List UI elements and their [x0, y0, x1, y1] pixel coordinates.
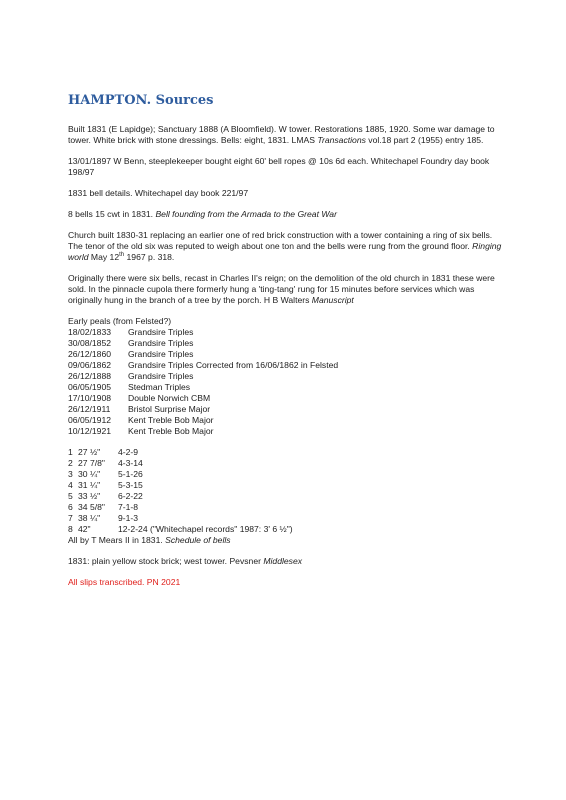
paragraph-text: 1967 p. 318. — [124, 252, 175, 262]
transcription-note: All slips transcribed. PN 2021 — [68, 577, 181, 587]
peal-row — [68, 349, 508, 360]
bell-weight: 7-1-8 — [118, 502, 139, 512]
bell-row — [68, 524, 508, 535]
peal-date: 10/12/1921 — [68, 426, 112, 436]
bell-weight: 6-2-22 — [118, 491, 143, 501]
paragraph-pevsner — [68, 556, 508, 567]
early-peals-list — [68, 316, 508, 437]
peal-date: 09/06/1862 — [68, 360, 112, 370]
peal-method: Grandsire Triples Corrected from 16/06/1862 in Felsted — [128, 360, 339, 370]
bell-diameter: 42" — [78, 524, 91, 534]
source-title: Transactions — [317, 135, 366, 145]
paragraph-text: 8 bells 15 cwt in 1831. — [68, 209, 156, 219]
paragraph-text: Church built 1830-31 replacing an earlier one of red brick construction with a tower containing a ring of six bells. The tenor of the old six was reputed to weigh about one ton and the bells were rung from the ground floor. — [68, 230, 493, 251]
peal-method: Grandsire Triples — [128, 349, 194, 359]
paragraph-text: 1831: plain yellow stock brick; west tower. Pevsner — [68, 556, 264, 566]
peal-method: Bristol Surprise Major — [128, 404, 211, 414]
bell-diameter: 31 ¼" — [78, 480, 101, 490]
bell-row — [68, 447, 508, 458]
paragraph-bell-founding — [68, 209, 508, 220]
bell-schedule-list — [68, 447, 508, 546]
bell-schedule-footer — [68, 535, 508, 546]
source-title: Ringing world — [68, 241, 502, 262]
bell-row — [68, 469, 508, 480]
peal-row — [68, 415, 508, 426]
peal-method: Double Norwich CBM — [128, 393, 211, 403]
source-title: Bell founding from the Armada to the Great War — [155, 209, 337, 219]
bell-number: 4 — [68, 480, 73, 490]
peal-row — [68, 327, 508, 338]
bell-row — [68, 491, 508, 502]
bell-weight: 4-2-9 — [118, 447, 139, 457]
peal-date: 06/05/1912 — [68, 415, 112, 425]
bell-row — [68, 480, 508, 491]
page-title: HAMPTON. Sources — [68, 93, 214, 108]
bell-number: 7 — [68, 513, 73, 523]
paragraph-ropes: 13/01/1897 W Benn, steeplekeeper bought eight 60' bell ropes @ 10s 6d each. Whitechapel Foundry day book 198/97 — [68, 156, 490, 177]
bell-diameter: 38 ¼" — [78, 513, 101, 523]
peal-method: Grandsire Triples — [128, 327, 194, 337]
bell-number: 3 — [68, 469, 73, 479]
source-title: Middlesex — [263, 556, 303, 566]
bell-row — [68, 502, 508, 513]
bell-diameter: 33 ½" — [78, 491, 101, 501]
bell-row — [68, 513, 508, 524]
peal-date: 26/12/1860 — [68, 349, 112, 359]
document-body — [68, 124, 508, 598]
bell-diameter: 27 7/8" — [78, 458, 105, 468]
paragraph-original-bells — [68, 273, 508, 306]
bell-number: 2 — [68, 458, 73, 468]
paragraph-bell-details: 1831 bell details. Whitechapel day book 221/97 — [68, 188, 249, 198]
peal-row — [68, 426, 508, 437]
peal-date: 18/02/1833 — [68, 327, 112, 337]
bell-weight: 5-1-26 — [118, 469, 143, 479]
bell-weight: 4-3-14 — [118, 458, 143, 468]
paragraph-text: All by T Mears II in 1831. — [68, 535, 166, 545]
peal-date: 30/08/1852 — [68, 338, 112, 348]
peal-method: Grandsire Triples — [128, 371, 194, 381]
bell-weight: 12-2-24 ("Whitechapel records" 1987: 3' 6 ½") — [118, 524, 293, 534]
peal-date: 06/05/1905 — [68, 382, 112, 392]
paragraph-building — [68, 124, 508, 146]
peal-row — [68, 338, 508, 349]
source-title: Manuscript — [311, 295, 354, 305]
bell-diameter: 30 ¼" — [78, 469, 101, 479]
peal-row — [68, 360, 508, 371]
paragraph-text: Originally there were six bells, recast in Charles II's reign; on the demolition of the old church in 1831 these were sold. In the pinnacle cupola there formerly hung a 'ting-tang' rung for 15 minutes before services which was originally hung in the branch of a tree by the porch. H B Walters — [68, 273, 495, 305]
peal-method: Grandsire Triples — [128, 338, 194, 348]
peal-row — [68, 393, 508, 404]
peal-date: 17/10/1908 — [68, 393, 112, 403]
ordinal-superscript: th — [119, 252, 125, 259]
peal-method: Stedman Triples — [128, 382, 191, 392]
peal-method: Kent Treble Bob Major — [128, 426, 214, 436]
bell-number: 1 — [68, 447, 73, 457]
peal-row — [68, 382, 508, 393]
peal-date: 26/12/1888 — [68, 371, 112, 381]
bell-weight: 5-3-15 — [118, 480, 143, 490]
peal-date: 26/12/1911 — [68, 404, 111, 414]
bell-diameter: 27 ½" — [78, 447, 101, 457]
paragraph-text: May 12 — [88, 252, 120, 262]
source-title: Schedule of bells — [165, 535, 231, 545]
bell-number: 5 — [68, 491, 73, 501]
paragraph-text: vol.18 part 2 (1955) entry 185. — [365, 135, 484, 145]
paragraph-church-history — [68, 230, 508, 263]
peal-row — [68, 371, 508, 382]
bell-number: 6 — [68, 502, 73, 512]
peal-method: Kent Treble Bob Major — [128, 415, 214, 425]
peal-row — [68, 404, 508, 415]
bell-diameter: 34 5/8" — [78, 502, 105, 512]
early-peals-heading: Early peals (from Felsted?) — [68, 316, 172, 326]
bell-row — [68, 458, 508, 469]
bell-number: 8 — [68, 524, 73, 534]
bell-weight: 9-1-3 — [118, 513, 139, 523]
paragraph-text: Built 1831 (E Lapidge); Sanctuary 1888 (A Bloomfield). W tower. Restorations 1885, 1920. Some war damage to tower. White brick with stone dressings. Bells: eight, 1831. LMAS — [68, 124, 495, 145]
